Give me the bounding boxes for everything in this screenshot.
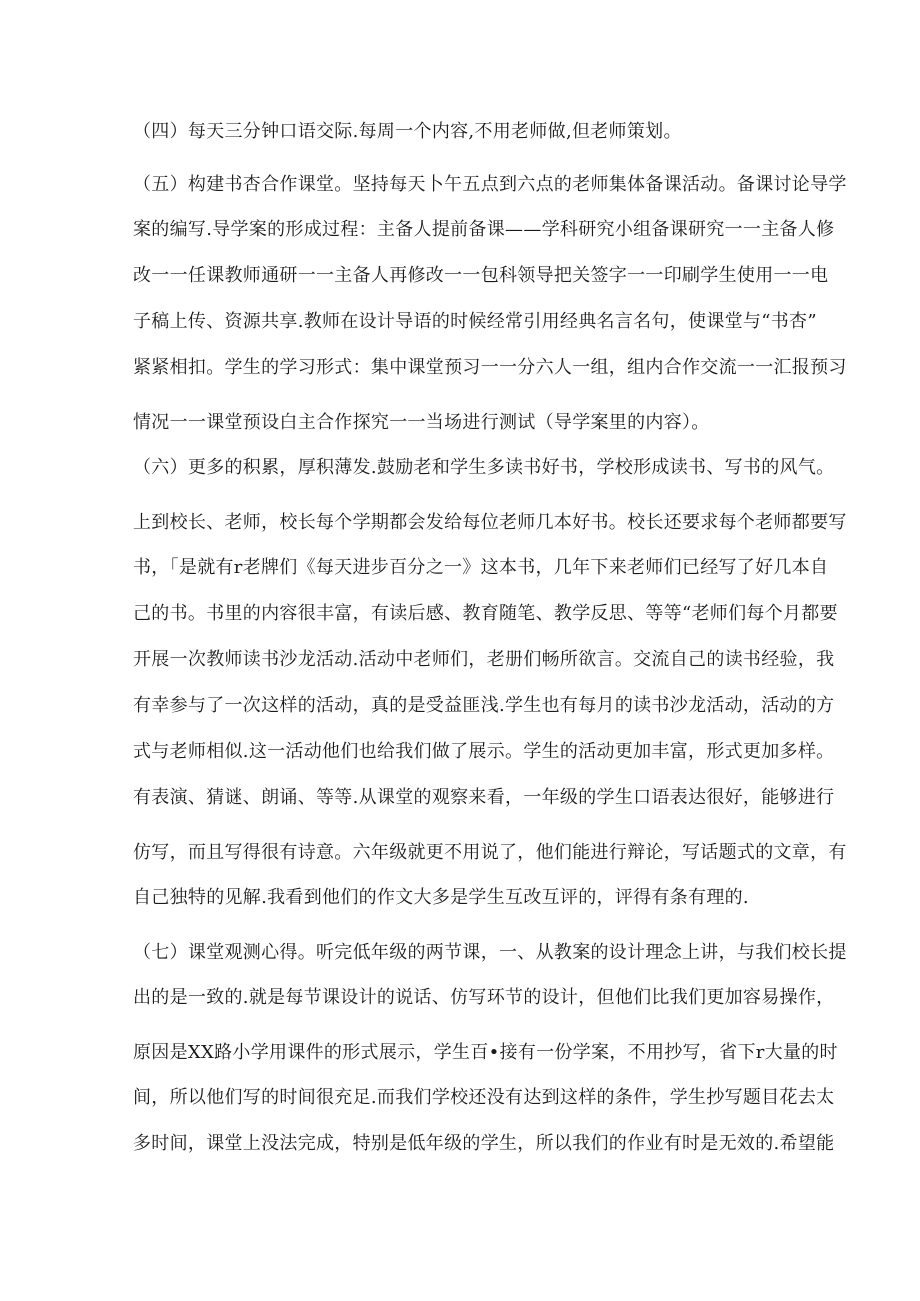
paragraph-line: （五）构建书杏合作课堂。坚持每天卜午五点到六点的老师集体备课活动。备课讨论导学 (133, 174, 847, 195)
paragraph-line: 开展一次教师读书沙龙活动.活动中老师们，老册们畅所欲言。交流自己的读书经验，我 (133, 649, 835, 670)
paragraph-line: 书，「是就有r老牌们《每天进步百分之一》这本书，几年下来老师们已经写了好几本自 (133, 557, 829, 578)
paragraph-line: 多时间，课堂上没法完成，特别是低年级的学生，所以我们的作业有时是无效的.希望能 (133, 1133, 835, 1154)
paragraph-line: 间，所以他们写的时间很充足.而我们学校还没有达到这样的条件，学生抄写题目花去太 (133, 1087, 835, 1108)
paragraph-line: 仿写，而且写得很有诗意。六年级就更不用说了，他们能进行辩论，写话题式的文章，有 (133, 842, 847, 863)
paragraph-line: （七）课堂观测心得。听完低年级的两节课，一、从教案的设计理念上讲，与我们校长提 (133, 942, 847, 963)
paragraph-line: 改一一任课教师通研一一主备人再修改一一包科领导把关签字一一印刷学生使用一一电 (133, 265, 829, 286)
paragraph-line: 己的书。书里的内容很丰富，有读后感、教育随笔、教学反思、等等“老师们每个月都要 (133, 603, 838, 624)
paragraph-line: 式与老师相似.这一活动他们也给我们做了展示。学生的活动更加丰富，形式更加多样。 (133, 741, 835, 762)
paragraph-line: 出的是一致的.就是每节课设计的说话、仿写环节的设计，但他们比我们更加容易操作， (133, 987, 835, 1008)
paragraph-line: （六）更多的积累，厚积薄发.鼓励老和学生多读书好书，学校形成读书、写书的风气。 (133, 457, 835, 478)
paragraph-line: 原因是XX路小学用课件的形式展示，学生百•接有一份学案，不用抄写，省下r大量的时 (133, 1042, 838, 1063)
paragraph-line: （四）每天三分钟口语交际.每周一个内容,不用老师做,但老师策划。 (133, 121, 682, 142)
paragraph-line: 自己独特的见解.我看到他们的作文大多是学生互改互评的，评得有条有理的. (133, 887, 749, 908)
paragraph-line: 情况一一课堂预设白主合作探究一一当场进行测试（导学案里的内容）。 (133, 412, 710, 433)
paragraph-line: 上到校长、老师，校长每个学期都会发给每位老师几本好书。校长还要求每个老师都要写 (133, 512, 847, 533)
paragraph-line: 案的编写.导学案的形成过程：主备人提前备课——学科研究小组备课研究一一主备人修 (133, 219, 835, 240)
paragraph-line: 有表演、猜谜、朗诵、等等.从课堂的观察来看，一年级的学生口语表达很好，能够进行 (133, 787, 835, 808)
paragraph-line: 子稿上传、资源共享.教师在设计导语的时候经常引用经典名言名句，使课堂与“书杏” (133, 311, 817, 332)
paragraph-line: 有幸参与了一次这样的活动，真的是受益匪浅.学生也有每月的读书沙龙活动，活动的方 (133, 695, 835, 716)
paragraph-line: 紧紧相扣。学生的学习形式：集中课堂预习一一分六人一组，组内合作交流一一汇报预习 (133, 357, 847, 378)
